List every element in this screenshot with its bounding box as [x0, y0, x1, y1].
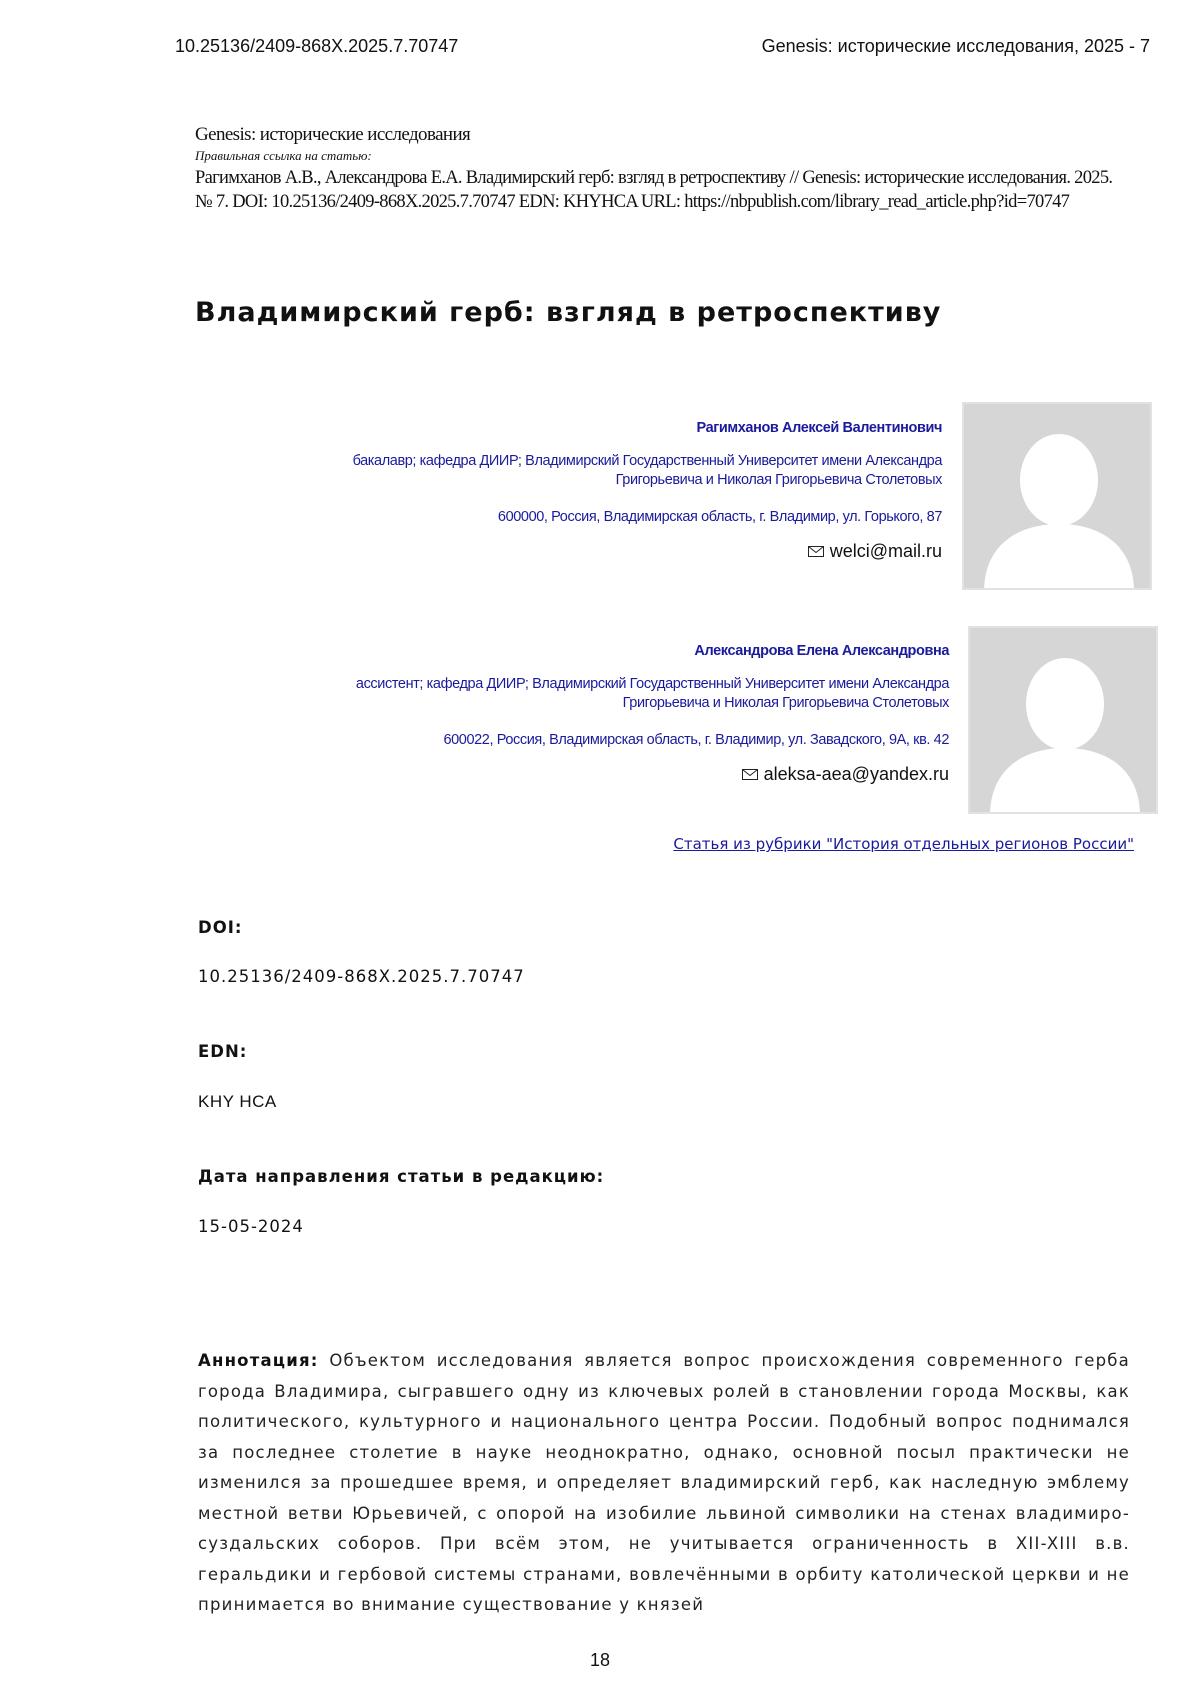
doi-value: 10.25136/2409-868X.2025.7.70747 [198, 967, 525, 986]
author-email[interactable]: welci@mail.ru [829, 541, 942, 561]
submission-date-value: 15-05-2024 [198, 1217, 304, 1236]
avatar-placeholder-icon [964, 404, 1152, 590]
abstract-label: Аннотация: [198, 1351, 319, 1370]
envelope-icon [742, 769, 758, 780]
author-avatar [968, 626, 1158, 814]
avatar-placeholder-icon [970, 628, 1158, 814]
author-affiliation-line: Григорьевича и Николая Григорьевича Столетовых [622, 695, 949, 711]
edn-value: KHY HCA [198, 1092, 277, 1111]
author-name: Рагимханов Алексей Валентинович [696, 420, 942, 436]
author-affiliation-line: Григорьевича и Николая Григорьевича Столетовых [615, 472, 942, 488]
author-address: 600022, Россия, Владимирская область, г. Владимир, ул. Завадского, 9А, кв. 42 [443, 732, 949, 748]
author-affiliation [222, 452, 942, 490]
author-affiliation-line: бакалавр; кафедра ДИИР; Владимирский Государственный Университет имени Александра [352, 453, 942, 469]
author-card [229, 643, 949, 785]
citation-text: Рагимханов А.В., Александрова Е.А. Владимирский герб: взгляд в ретроспективу // Genesis: исторические исследования. 2025. № 7. DOI: 10.25136/2409-868X.2025.7.70747 EDN: KHYHCA URL: https://nbpublish.com/library_read_article.php?id=70747 [195, 168, 1113, 212]
page-number: 18 [589, 1650, 611, 1670]
author-avatar [962, 402, 1152, 590]
article-title: Владимирский герб: взгляд в ретроспективу [195, 297, 942, 328]
citation-journal: Genesis: исторические исследования [195, 124, 471, 145]
rubric-link[interactable]: Статья из рубрики "История отдельных регионов России" [673, 835, 1134, 853]
citation-label: Правильная ссылка на статью: [195, 148, 372, 163]
author-affiliation-line: ассистент; кафедра ДИИР; Владимирский Государственный Университет имени Александра [355, 676, 949, 692]
edn-label: EDN: [198, 1042, 248, 1061]
author-name: Александрова Елена Александровна [694, 643, 949, 659]
running-header-doi: 10.25136/2409-868X.2025.7.70747 [175, 36, 459, 56]
running-header-journal: Genesis: исторические исследования, 2025 - 7 [761, 36, 1150, 56]
envelope-icon [808, 546, 824, 557]
author-address: 600000, Россия, Владимирская область, г. Владимир, ул. Горького, 87 [497, 509, 942, 525]
doi-label: DOI: [198, 918, 243, 937]
citation-block [195, 124, 1115, 214]
author-affiliation [229, 675, 949, 713]
author-email-row[interactable] [222, 541, 942, 562]
author-email[interactable]: aleksa-aea@yandex.ru [763, 764, 949, 784]
author-email-row[interactable] [229, 764, 949, 785]
abstract-text: Объектом исследования является вопрос происхождения современного герба города Владимира, сыгравшего одну из ключевых ролей в становлении города Москвы, как политического, культурного и национального центра России. Подобный вопрос поднимался за последнее столетие в науке неоднократно, однако, основной посыл практически не изменился за прошедшее время, и определяет владимирский герб, как наследную эмблему местной ветви Юрьевичей, с опорой на изобилие львиной символики на стенах владимиро-суздальских соборов. При всём этом, не учитывается ограниченность в XII-XIII в.в. геральдики и гербовой системы странами, вовлечёнными в орбиту католической церкви и не принимается во внимание существование у князей [198, 1351, 1130, 1614]
submission-date-label: Дата направления статьи в редакцию: [198, 1167, 605, 1186]
author-card [222, 420, 942, 562]
abstract [198, 1346, 1130, 1621]
